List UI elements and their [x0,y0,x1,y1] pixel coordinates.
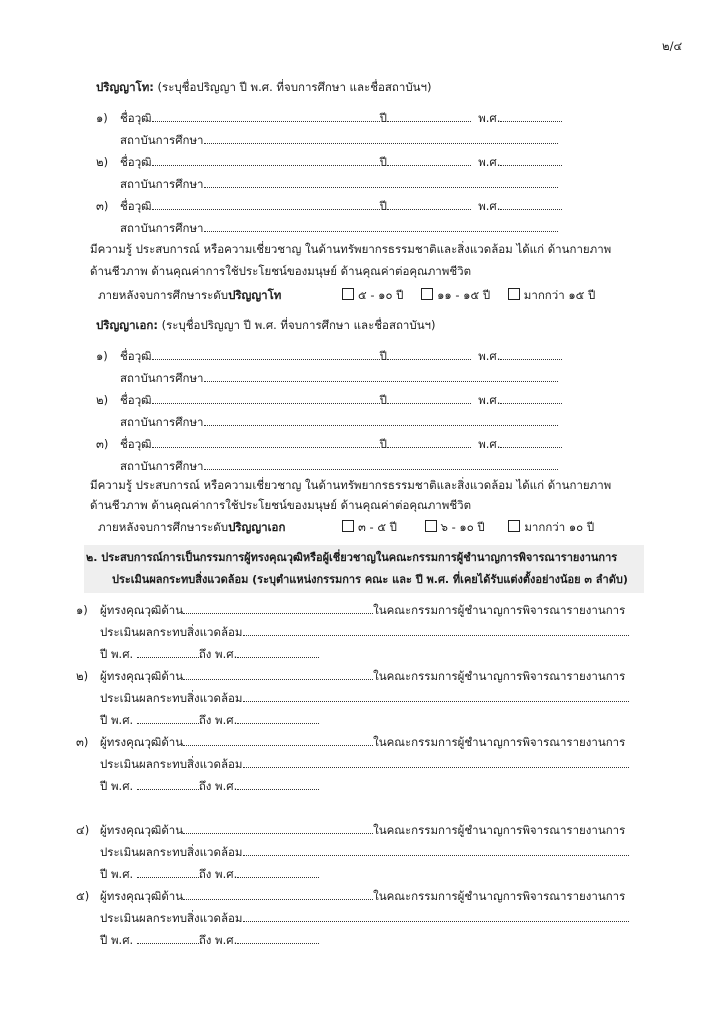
buddhist-year-field[interactable] [500,348,562,360]
eia-label: ประเมินผลกระทบสิ่งแวดล้อม [100,691,243,705]
doctoral-years-after-row [98,520,285,534]
graduation-year-field[interactable] [387,198,471,210]
institution-label: สถาบันการศึกษา [120,177,204,191]
year-from-field[interactable] [137,712,199,724]
year-to-label: ถึง พ.ศ. [198,867,238,881]
institution-field[interactable] [204,370,558,382]
institution-label: สถาบันการศึกษา [120,415,204,429]
degree-name-field[interactable] [152,348,380,360]
buddhist-year-field[interactable] [500,436,562,448]
doctoral-heading-note: (ระบุชื่อปริญญา ปี พ.ศ. ที่จบการศึกษา และชื่อสถาบันฯ) [157,318,436,332]
entry-number: ๑) [76,603,88,617]
masters-institution-3 [120,220,558,235]
experience-entry-3-years [100,778,319,793]
degree-name-field[interactable] [152,392,380,404]
degree-label: ชื่อวุฒิ [120,349,152,363]
year-from-field[interactable] [137,778,199,790]
checkbox-masters-option-1[interactable] [342,288,354,300]
committee-name-field[interactable] [243,756,629,768]
graduation-year-field[interactable] [387,154,471,166]
checkbox-masters-option-2[interactable] [421,288,433,300]
committee-label: ในคณะกรรมการผู้ชำนาญการพิจารณารายงานการ [373,823,626,837]
checkbox-masters-option-3[interactable] [508,288,520,300]
masters-institution-1 [120,132,558,147]
experience-entry-3 [76,734,625,749]
experience-entry-5 [76,888,625,903]
experience-entry-4-years [100,866,319,881]
committee-label: ในคณะกรรมการผู้ชำนาญการพิจารณารายงานการ [373,735,626,749]
expert-label: ผู้ทรงคุณวุฒิด้าน [100,735,184,749]
experience-entry-5-eia [100,910,629,925]
degree-label: ชื่อวุฒิ [120,155,152,169]
option-label: ๓ - ๕ ปี [358,520,397,534]
year-label: ปี [379,393,387,407]
buddhist-year-field[interactable] [500,110,562,122]
years-after-degree: ปริญญาโท [228,288,282,302]
entry-number: ๓) [96,437,109,451]
section-2-title-line-2: ประเมินผลกระทบสิ่งแวดล้อม (ระบุตำแหน่งกรรมการ คณะ และ ปี พ.ศ. ที่เคยได้รับแต่งตั้งอย่างน้อย ๓ ลำดับ) [112,573,628,586]
entry-number: ๑) [96,349,108,363]
masters-years-after-row [98,288,281,302]
year-label: ปี [379,155,387,169]
committee-label: ในคณะกรรมการผู้ชำนาญการพิจารณารายงานการ [373,889,626,903]
checkbox-doctoral-option-1[interactable] [342,520,354,532]
doctoral-entry-1 [96,348,562,363]
years-after-label: ภายหลังจบการศึกษาระดับ [98,520,229,534]
eia-label: ประเมินผลกระทบสิ่งแวดล้อม [100,757,243,771]
year-from-label: ปี พ.ศ. [100,867,134,881]
masters-entry-3 [96,198,562,213]
experience-entry-4 [76,822,625,837]
institution-field[interactable] [204,458,558,470]
experience-entry-4-eia [100,844,629,859]
experience-entry-2-eia [100,690,629,705]
be-label: พ.ศ. [478,349,501,363]
institution-field[interactable] [204,132,558,144]
year-to-label: ถึง พ.ศ. [198,779,238,793]
year-to-field[interactable] [237,866,319,878]
year-to-label: ถึง พ.ศ. [198,933,238,947]
year-to-field[interactable] [237,712,319,724]
be-label: พ.ศ. [478,155,501,169]
committee-name-field[interactable] [243,624,629,636]
be-label: พ.ศ. [478,393,501,407]
doctoral-institution-1 [120,370,558,385]
be-label: พ.ศ. [478,199,501,213]
entry-number: ๕) [76,889,90,903]
masters-expertise-line-2: ด้านชีวภาพ ด้านคุณค่าการใช้ประโยชน์ของมนุษย์ ด้านคุณค่าต่อคุณภาพชีวิต [90,264,472,278]
degree-label: ชื่อวุฒิ [120,393,152,407]
year-label: ปี [379,437,387,451]
eia-label: ประเมินผลกระทบสิ่งแวดล้อม [100,911,243,925]
institution-label: สถาบันการศึกษา [120,371,204,385]
expert-label: ผู้ทรงคุณวุฒิด้าน [100,603,184,617]
committee-name-field[interactable] [243,910,629,922]
entry-number: ๓) [96,199,109,213]
option-label: มากกว่า ๑๐ ปี [524,520,595,534]
year-to-label: ถึง พ.ศ. [198,647,238,661]
year-from-field[interactable] [137,646,199,658]
degree-name-field[interactable] [152,154,380,166]
graduation-year-field[interactable] [387,392,471,404]
institution-label: สถาบันการศึกษา [120,133,204,147]
masters-expertise-line-1: มีความรู้ ประสบการณ์ หรือความเชี่ยวชาญ ในด้านทรัพยากรธรรมชาติและสิ่งแวดล้อม ได้แก่ ด้านกายภาพ [90,242,612,256]
committee-name-field[interactable] [243,844,629,856]
option-label: มากกว่า ๑๕ ปี [523,288,596,302]
degree-name-field[interactable] [152,110,380,122]
year-to-field[interactable] [237,646,319,658]
degree-label: ชื่อวุฒิ [120,111,152,125]
masters-institution-2 [120,176,558,191]
year-to-field[interactable] [237,932,319,944]
be-label: พ.ศ. [478,437,501,451]
entry-number: ๔) [76,823,90,837]
expert-field[interactable] [183,888,373,900]
doctoral-options [342,520,608,534]
years-after-degree: ปริญญาเอก [228,520,286,534]
institution-label: สถาบันการศึกษา [120,459,204,473]
expert-label: ผู้ทรงคุณวุฒิด้าน [100,889,184,903]
checkbox-doctoral-option-2[interactable] [425,520,437,532]
committee-label: ในคณะกรรมการผู้ชำนาญการพิจารณารายงานการ [373,669,626,683]
doctoral-heading-label: ปริญญาเอก: [96,318,158,332]
experience-entry-1-eia [100,624,629,639]
doctoral-institution-3 [120,458,558,473]
institution-field[interactable] [204,414,558,426]
experience-entry-1 [76,602,625,617]
year-to-field[interactable] [237,778,319,790]
option-label: ๖ - ๑๐ ปี [440,520,485,534]
masters-entry-1 [96,110,562,125]
committee-label: ในคณะกรรมการผู้ชำนาญการพิจารณารายงานการ [373,603,626,617]
entry-number: ๒) [76,669,89,683]
year-label: ปี [379,349,387,363]
experience-entry-1-years [100,646,319,661]
doctoral-entry-3 [96,436,562,451]
year-from-field[interactable] [137,866,199,878]
page-number: ๒/๔ [662,39,683,53]
eia-label: ประเมินผลกระทบสิ่งแวดล้อม [100,625,243,639]
entry-number: ๒) [96,393,109,407]
degree-name-field[interactable] [152,436,380,448]
section-2-title-line-1: ๒. ประสบการณ์การเป็นกรรมการผู้ทรงคุณวุฒิหรือผู้เชี่ยวชาญในคณะกรรมการผู้ชำนาญการพิจารณารายงานการ [86,551,618,564]
entry-number: ๑) [96,111,108,125]
checkbox-doctoral-option-3[interactable] [508,520,520,532]
experience-entry-5-years [100,932,319,947]
experience-entry-3-eia [100,756,629,771]
entry-number: ๓) [76,735,89,749]
be-label: พ.ศ. [478,111,501,125]
doctoral-expertise-line-1: มีความรู้ ประสบการณ์ หรือความเชี่ยวชาญ ในด้านทรัพยากรธรรมชาติและสิ่งแวดล้อม ได้แก่ ด้านกายภาพ [90,478,612,492]
year-from-label: ปี พ.ศ. [100,647,134,661]
year-from-label: ปี พ.ศ. [100,933,134,947]
eia-label: ประเมินผลกระทบสิ่งแวดล้อม [100,845,243,859]
year-label: ปี [379,199,387,213]
doctoral-entry-2 [96,392,562,407]
institution-label: สถาบันการศึกษา [120,221,204,235]
year-to-label: ถึง พ.ศ. [198,713,238,727]
year-from-label: ปี พ.ศ. [100,779,134,793]
masters-heading-note: (ระบุชื่อปริญญา ปี พ.ศ. ที่จบการศึกษา และชื่อสถาบันฯ) [153,80,432,94]
masters-heading [96,80,431,94]
years-after-label: ภายหลังจบการศึกษาระดับ [98,288,229,302]
year-label: ปี [379,111,387,125]
option-label: ๑๑ - ๑๕ ปี [437,288,491,302]
year-from-label: ปี พ.ศ. [100,713,134,727]
degree-label: ชื่อวุฒิ [120,199,152,213]
masters-options [342,288,609,302]
committee-name-field[interactable] [243,690,629,702]
graduation-year-field[interactable] [387,110,471,122]
expert-label: ผู้ทรงคุณวุฒิด้าน [100,669,184,683]
expert-field[interactable] [183,602,373,614]
institution-field[interactable] [204,220,558,232]
experience-entry-2-years [100,712,319,727]
degree-label: ชื่อวุฒิ [120,437,152,451]
expert-field[interactable] [183,668,373,680]
buddhist-year-field[interactable] [500,154,562,166]
doctoral-expertise-line-2: ด้านชีวภาพ ด้านคุณค่าการใช้ประโยชน์ของมนุษย์ ด้านคุณค่าต่อคุณภาพชีวิต [90,498,472,512]
expert-field[interactable] [183,734,373,746]
degree-name-field[interactable] [152,198,380,210]
expert-label: ผู้ทรงคุณวุฒิด้าน [100,823,184,837]
option-label: ๕ - ๑๐ ปี [358,288,404,302]
masters-entry-2 [96,154,562,169]
institution-field[interactable] [204,176,558,188]
entry-number: ๒) [96,155,109,169]
graduation-year-field[interactable] [387,348,471,360]
graduation-year-field[interactable] [387,436,471,448]
experience-entry-2 [76,668,625,683]
doctoral-heading [96,318,436,332]
doctoral-institution-2 [120,414,558,429]
year-from-field[interactable] [137,932,199,944]
masters-heading-label: ปริญญาโท: [96,80,154,94]
expert-field[interactable] [183,822,373,834]
buddhist-year-field[interactable] [500,198,562,210]
buddhist-year-field[interactable] [500,392,562,404]
